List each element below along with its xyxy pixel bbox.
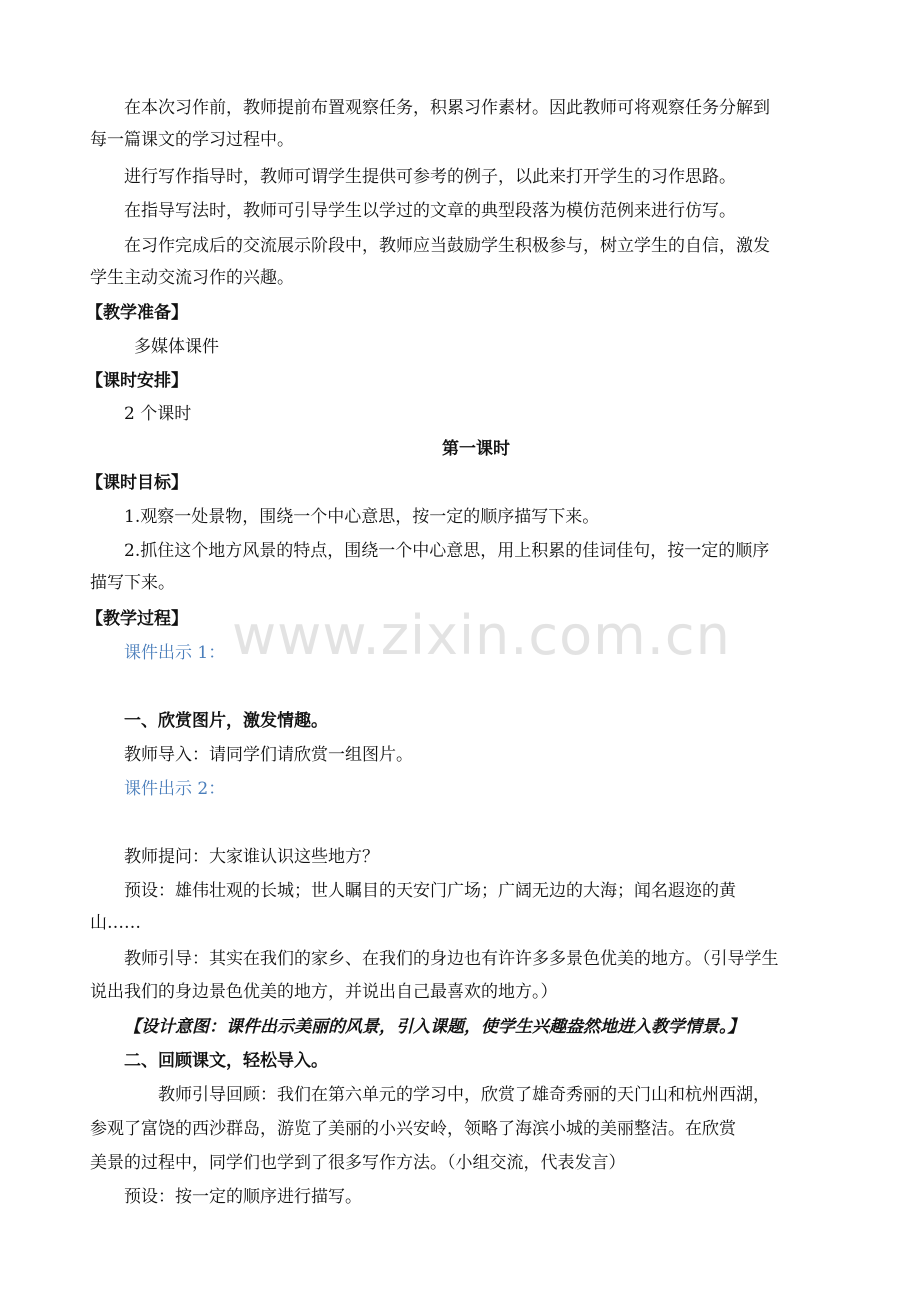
- guide1-line2: 说出我们的身边景色优美的地方，并说出自己最喜欢的地方。）: [90, 982, 558, 1002]
- lesson-title: 第一课时: [442, 439, 510, 459]
- slide1-label: 课件出示 1：: [124, 643, 226, 663]
- para1-line1: 在本次习作前，教师提前布置观察任务，积累习作素材。因此教师可将观察任务分解到: [124, 98, 770, 118]
- para1-line2: 每一篇课文的学习过程中。: [90, 130, 294, 150]
- para4-line2: 学生主动交流习作的兴趣。: [90, 268, 294, 288]
- section1-heading: 一、欣赏图片，激发情趣。: [124, 711, 328, 731]
- slide2-label: 课件出示 2：: [124, 779, 226, 799]
- section2-heading: 二、回顾课文，轻松导入。: [124, 1051, 328, 1071]
- process-heading: 【教学过程】: [86, 609, 188, 629]
- goals-heading: 【课时目标】: [86, 473, 188, 493]
- preset1-line1: 预设：雄伟壮观的长城；世人瞩目的天安门广场；广阔无边的大海；闻名遐迩的黄: [124, 881, 736, 901]
- teacher-intro: 教师导入：请同学们请欣赏一组图片。: [124, 745, 413, 765]
- review-line1: 教师引导回顾：我们在第六单元的学习中，欣赏了雄奇秀丽的天门山和杭州西湖，: [158, 1085, 770, 1105]
- prep-heading: 【教学准备】: [86, 303, 188, 323]
- goal-item-1: 1.观察一处景物，围绕一个中心意思，按一定的顺序描写下来。: [124, 507, 600, 527]
- preset2: 预设：按一定的顺序进行描写。: [124, 1187, 362, 1207]
- watermark: www.zixin.com.cn: [232, 604, 731, 667]
- design-intent: 【设计意图：课件出示美丽的风景，引入课题，使学生兴趣盎然地进入教学情景。】: [124, 1017, 745, 1037]
- review-line2: 参观了富饶的西沙群岛，游览了美丽的小兴安岭，领略了海滨小城的美丽整洁。在欣赏: [90, 1119, 736, 1139]
- schedule-heading: 【课时安排】: [86, 371, 188, 391]
- goal-item-2-line2: 描写下来。: [90, 573, 175, 593]
- para3: 在指导写法时，教师可引导学生以学过的文章的典型段落为模仿范例来进行仿写。: [124, 201, 736, 221]
- review-line3: 美景的过程中，同学们也学到了很多写作方法。（小组交流，代表发言）: [90, 1153, 626, 1173]
- prep-content: 多媒体课件: [134, 337, 219, 357]
- preset1-line2: 山……: [90, 913, 141, 933]
- guide1-line1: 教师引导：其实在我们的家乡、在我们的身边也有许许多多景色优美的地方。（引导学生: [124, 949, 779, 969]
- para4-line1: 在习作完成后的交流展示阶段中，教师应当鼓励学生积极参与，树立学生的自信，激发: [124, 236, 770, 256]
- teacher-question: 教师提问：大家谁认识这些地方？: [124, 847, 379, 867]
- para2: 进行写作指导时，教师可谓学生提供可参考的例子，以此来打开学生的习作思路。: [124, 167, 736, 187]
- goal-item-2-line1: 2.抓住这个地方风景的特点，围绕一个中心意思，用上积累的佳词佳句，按一定的顺序: [124, 541, 770, 561]
- schedule-content: 2 个课时: [124, 404, 192, 424]
